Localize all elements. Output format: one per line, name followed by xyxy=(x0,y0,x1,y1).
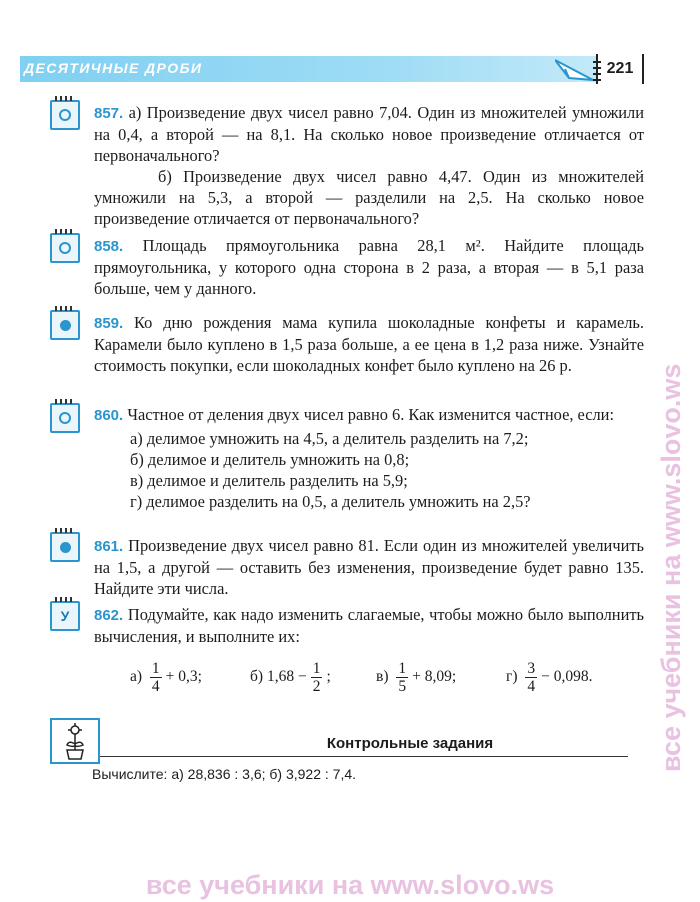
problem-860-text: Частное от деления двух чисел равно 6. Как изменится частное, если: xyxy=(127,405,615,424)
problem-857-part-a: 857. а) Произведение двух чисел равно 7,04. Один из множителей умножили на 0,4, а второй — на 8,1. На сколько новое произведение отличается от первоначального? xyxy=(94,103,644,165)
level-badge-dot xyxy=(50,310,80,340)
problem-number: 861. xyxy=(94,538,124,555)
problem-858 xyxy=(94,235,644,299)
problem-857 xyxy=(94,102,644,229)
watermark-bottom: все учебники на www.slovo.ws xyxy=(145,870,555,900)
spiral-binding-icon xyxy=(593,58,603,82)
list-item: в) делимое и делитель разделить на 5,9; xyxy=(130,471,408,490)
section-title: ДЕСЯТИЧНЫЕ ДРОБИ xyxy=(24,60,203,76)
problem-number: 859. xyxy=(94,315,124,332)
list-item: г) делимое разделить на 0,5, а делитель умножить на 2,5? xyxy=(130,492,531,511)
problem-862-text: Подумайте, как надо изменить слагаемые, чтобы можно было выполнить вычисления, и выполните их: xyxy=(94,605,644,646)
expression-b: б) 1,68 − $\frac{1}{2}$ ; xyxy=(250,659,331,695)
list-item: а) делимое умножить на 4,5, а делитель разделить на 7,2; xyxy=(130,429,529,448)
level-badge-o xyxy=(50,233,80,263)
fraction: $\frac{3}{4}$ xyxy=(527,659,536,695)
problem-861-text: Произведение двух чисел равно 81. Если один из множителей увеличить на 1,5, а другой — оставить без изменения, произведение будет равно 135. Найдите эти числа. xyxy=(94,536,644,598)
problem-857-part-b: б) Произведение двух чисел равно 4,47. Один из множителей умножили на 5,3, а второй — разделили на 2,5. На сколько новое произведение отличается от первоначального? xyxy=(94,167,644,228)
problem-861 xyxy=(94,535,644,599)
problem-860-items xyxy=(130,428,644,512)
problem-858-text: Площадь прямоугольника равна 28,1 м². Найдите площадь прямоугольника, у которого одна сторона в 2 раза, а вторая — в 5,1 раза больше, чем у данного. xyxy=(94,236,644,298)
control-tasks-title: Контрольные задания xyxy=(326,735,494,752)
fraction: $\frac{1}{5}$ xyxy=(398,659,407,695)
level-badge-o xyxy=(50,403,80,433)
level-badge-u: У xyxy=(50,601,80,631)
problem-860 xyxy=(94,404,644,512)
list-item: б) делимое и делитель умножить на 0,8; xyxy=(130,450,410,469)
page-number: 221 xyxy=(596,54,644,84)
expression-a: а) $\frac{1}{4}$ + 0,3; xyxy=(130,659,202,695)
expression-g: г) $\frac{3}{4}$ − 0,098. xyxy=(506,659,593,695)
control-task-text: Вычислите: а) 28,836 : 3,6; б) 3,922 : 7,4. xyxy=(92,766,357,782)
expression-v: в) $\frac{1}{5}$ + 8,09; xyxy=(376,659,457,695)
expressions-row xyxy=(130,654,630,700)
problem-number: 858. xyxy=(94,238,124,255)
fraction: $\frac{1}{4}$ xyxy=(151,659,160,695)
problem-862 xyxy=(94,604,644,647)
watermark-side: все учебники на www.slovo.ws xyxy=(656,363,686,772)
bookmark-flag-icon xyxy=(555,56,595,82)
problem-859 xyxy=(94,312,644,376)
level-badge-o xyxy=(50,100,80,130)
problem-859-text: Ко дню рождения мама купила шоколадные конфеты и карамель. Карамели было куплено в 1,5 раза больше, а ее цена в 1,2 раза ниже. Узнайте стоимость покупки, если шоколадных конфет было куплено на 26 р. xyxy=(94,313,644,375)
divider xyxy=(100,756,628,757)
fraction: $\frac{1}{2}$ xyxy=(312,659,321,695)
level-badge-dot xyxy=(50,532,80,562)
problem-number: 860. xyxy=(94,407,124,424)
problem-number: 862. xyxy=(94,607,124,624)
problem-number: 857. xyxy=(94,105,124,122)
